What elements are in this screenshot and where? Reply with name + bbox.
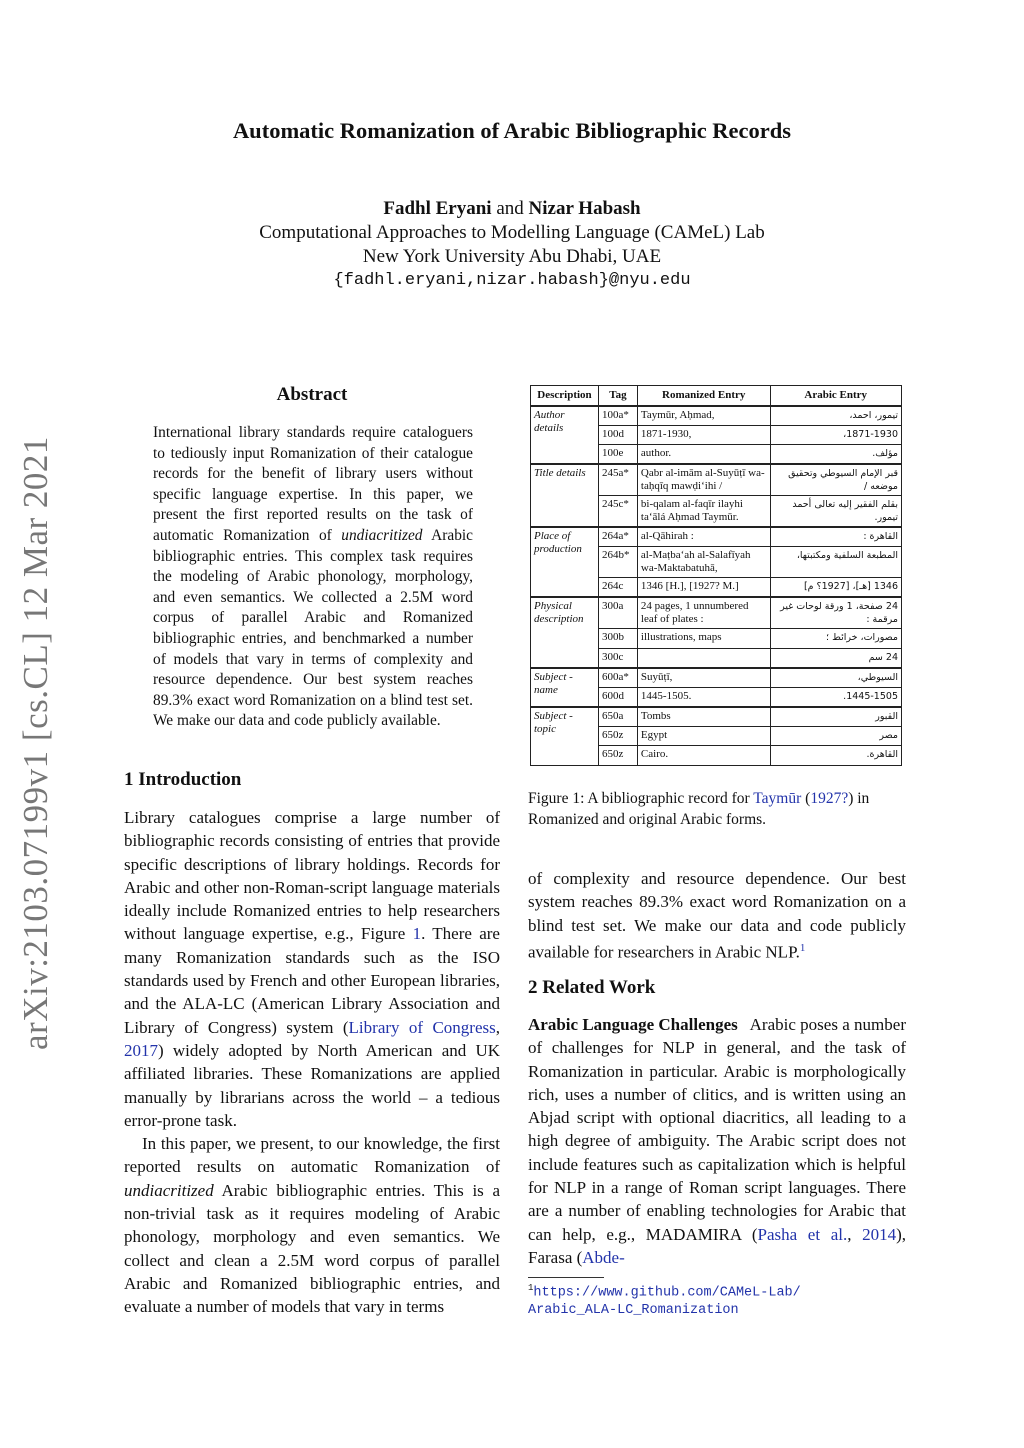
affiliation: Computational Approaches to Modelling Language (CAMeL) Lab xyxy=(259,222,765,243)
table-row xyxy=(531,668,902,688)
tag-cell: 100d xyxy=(598,425,637,445)
author-1: Fadhl Eryani xyxy=(383,198,492,219)
rom-cell: illustrations, maps xyxy=(637,629,770,649)
rom-cell: Tombs xyxy=(637,707,770,727)
ar-cell: قبر الإمام السيوطي وتحقيق موضعه / xyxy=(770,464,902,496)
col-header: Tag xyxy=(598,386,637,406)
intro-heading: 1 Introduction xyxy=(124,769,242,790)
ar-cell: 24 صفحة، 1 ورقة لوحات غير مرقمة : xyxy=(770,597,902,629)
tag-cell: 650a xyxy=(598,707,637,727)
affiliation-2: New York University Abu Dhabi, UAE xyxy=(362,246,662,267)
abstract-heading: Abstract xyxy=(276,384,348,405)
tag-cell: 650z xyxy=(598,746,637,766)
figure-1-table xyxy=(530,385,902,766)
rom-cell: 1871-1930, xyxy=(637,425,770,445)
description-cell: Subject - topic xyxy=(531,707,599,766)
ar-cell: السيوطي، xyxy=(770,668,902,688)
arxiv-identifier: arXiv:2103.07199v1 [cs.CL] 12 Mar 2021 xyxy=(16,436,55,1050)
rom-cell: Cairo. xyxy=(637,746,770,766)
abstract-text: International library standards require cataloguers to tediously input Romanization of their catalogue records for the benefit of library users without specific language expertise. In this paper, we present the first reported results on the task of automatic Romanization of undiacritized Arabic bibliographic entries. This complex task requires the modeling of Arabic phonology, morphology, and even semantics. We collected a 2.5M word corpus of parallel Arabic and Romanized bibliographic entries, and benchmarked a number of models that vary in terms of complexity and resource dependence. Our best system reaches 89.3% exact word Romanization on a blind test set. We make our data and code publicly available. xyxy=(153,424,473,730)
description-cell: Place of production xyxy=(531,527,599,597)
ar-cell: بقلم الفقير إليه تعالى أحمد تيمور. xyxy=(770,496,902,528)
citation-link[interactable]: Abde- xyxy=(582,1247,625,1267)
caption-citation[interactable]: Taymūr xyxy=(753,790,802,807)
citation-link[interactable]: Pasha et al. xyxy=(757,1224,848,1244)
rom-cell: al-Qāhirah : xyxy=(637,527,770,547)
table-row xyxy=(531,707,902,727)
rom-cell: Suyūṭī, xyxy=(637,668,770,688)
description-cell: Title details xyxy=(531,464,599,527)
tag-cell: 264c xyxy=(598,578,637,598)
tag-cell: 264b* xyxy=(598,547,637,578)
caption-year-link[interactable]: 1927? xyxy=(810,790,849,807)
table-row xyxy=(531,464,902,496)
ar-cell: القاهرة. xyxy=(770,746,902,766)
author-and: and xyxy=(491,198,529,219)
tag-cell: 650z xyxy=(598,726,637,746)
author-2: Nizar Habash xyxy=(528,198,641,219)
footnote-marker[interactable]: 1 xyxy=(799,941,806,954)
tag-cell: 600d xyxy=(598,687,637,707)
col-header: Romanized Entry xyxy=(637,386,770,406)
ar-cell: 1445-1505. xyxy=(770,687,902,707)
citation-year-link[interactable]: 2014 xyxy=(862,1224,897,1244)
rom-cell: 1346 [H.], [1927? M.] xyxy=(637,578,770,598)
author-block xyxy=(0,197,1024,293)
rom-cell: al-Maṭbaʻah al-Salafīyah wa-Maktabatuhā, xyxy=(637,547,770,578)
citation-link[interactable]: Library of Congress xyxy=(348,1017,496,1037)
rom-cell: author. xyxy=(637,445,770,465)
tag-cell: 245a* xyxy=(598,464,637,496)
figure-ref[interactable]: 1 xyxy=(412,924,422,944)
ar-cell: مؤلف. xyxy=(770,445,902,465)
rom-cell: bi-qalam al-faqīr ilayhi taʻālá Aḥmad Taymūr. xyxy=(637,496,770,528)
tag-cell: 100e xyxy=(598,445,637,465)
ar-cell: 1871-1930، xyxy=(770,425,902,445)
ar-cell: المطبعة السلفية ومكتبتها، xyxy=(770,547,902,578)
ar-cell: مصر xyxy=(770,726,902,746)
ar-cell: القبور xyxy=(770,707,902,727)
tag-cell: 300c xyxy=(598,648,637,668)
right-para-continued: of complexity and resource dependence. Our best system reaches 89.3% exact word Romanization on a blind test set. We make our data and code publicly available for researchers in Arabic NLP.$^1$ xyxy=(528,869,906,962)
email: {fadhl.eryani,nizar.habash}@nyu.edu xyxy=(333,271,691,290)
ar-cell: 24 سم xyxy=(770,648,902,668)
rom-cell: 1445-1505. xyxy=(637,687,770,707)
tag-cell: 300b xyxy=(598,629,637,649)
description-cell: Physical description xyxy=(531,597,599,668)
tag-cell: 100a* xyxy=(598,406,637,426)
rom-cell: 24 pages, 1 unnumbered leaf of plates : xyxy=(637,597,770,629)
table-row xyxy=(531,406,902,426)
tag-cell: 264a* xyxy=(598,527,637,547)
tag-cell: 600a* xyxy=(598,668,637,688)
citation-year-link[interactable]: 2017 xyxy=(124,1040,158,1060)
table-row xyxy=(531,527,902,547)
table-row xyxy=(531,597,902,629)
description-cell: Author details xyxy=(531,406,599,465)
ar-cell: مصورات، خرائط ؛ xyxy=(770,629,902,649)
description-cell: Subject - name xyxy=(531,668,599,707)
tag-cell: 300a xyxy=(598,597,637,629)
col-header: Description xyxy=(531,386,599,406)
ar-cell: تيمور، احمد، xyxy=(770,406,902,426)
ar-cell: القاهرة : xyxy=(770,527,902,547)
rom-cell: Taymūr, Aḥmad, xyxy=(637,406,770,426)
rom-cell xyxy=(637,648,770,668)
rom-cell: Egypt xyxy=(637,726,770,746)
footnote-rule xyxy=(528,1277,604,1278)
ar-cell: 1346 [هـ]، [1927؟ م] xyxy=(770,578,902,598)
footnote[interactable]: $^1$https://www.github.com/CAMeL-Lab/ Arabic_ALA-LC_Romanization xyxy=(528,1283,801,1318)
rom-cell: Qabr al-imām al-Suyūṭī wa-taḥqīq mawḍiʻihi / xyxy=(637,464,770,496)
intro-body: Library catalogues comprise a large number of bibliographic records consisting of entries that provide specific descriptions of library holdings. Records for Arabic and other non-Roman-script language materials ideally include Romanized entries to help researchers without language expertise, e.g., Figure 1. There are many Romanization standards such as the ISO standards used by French and other European libraries, and the ALA-LC (American Library Association and Library of Congress) system (Library of Congress, 2017) widely adopted by North American and UK affiliated libraries. These Romanizations are applied manually by librarians across the world – a tedious error-prone task. In this paper, we present, to our knowledge, the first reported results on automatic Romanization of undiacritized Arabic bibliographic entries. This is a non-trivial task as it requires modeling of Arabic phonology, morphology and even semantics. We collect and clean a 2.5M word corpus of parallel Arabic and Romanized bibliographic entries, and evaluate a number of models that vary in terms xyxy=(124,808,500,1317)
related-work-heading: 2 Related Work xyxy=(528,977,656,998)
paper-title: Automatic Romanization of Arabic Bibliographic Records xyxy=(232,118,792,143)
related-work-body: Arabic Language Challenges Arabic poses a number of challenges for NLP in general, and the task of Romanization in particular. Arabic is morphologically rich, uses a number of clitics, and is written using an Abjad script with optional diacritics, all leading to a high degree of ambiguity. The Arabic script does not include features such as capitalization which is helpful for NLP in a range of Roman script languages. There are a number of enabling technologies for Arabic that can help, e.g., MADAMIRA (Pasha et al., 2014), Farasa (Abde- xyxy=(528,1015,911,1267)
col-header: Arabic Entry xyxy=(770,386,902,406)
figure-caption: Figure 1: A bibliographic record for Taymūr (1927?) in Romanized and original Arabic forms. xyxy=(528,790,870,828)
tag-cell: 245c* xyxy=(598,496,637,528)
